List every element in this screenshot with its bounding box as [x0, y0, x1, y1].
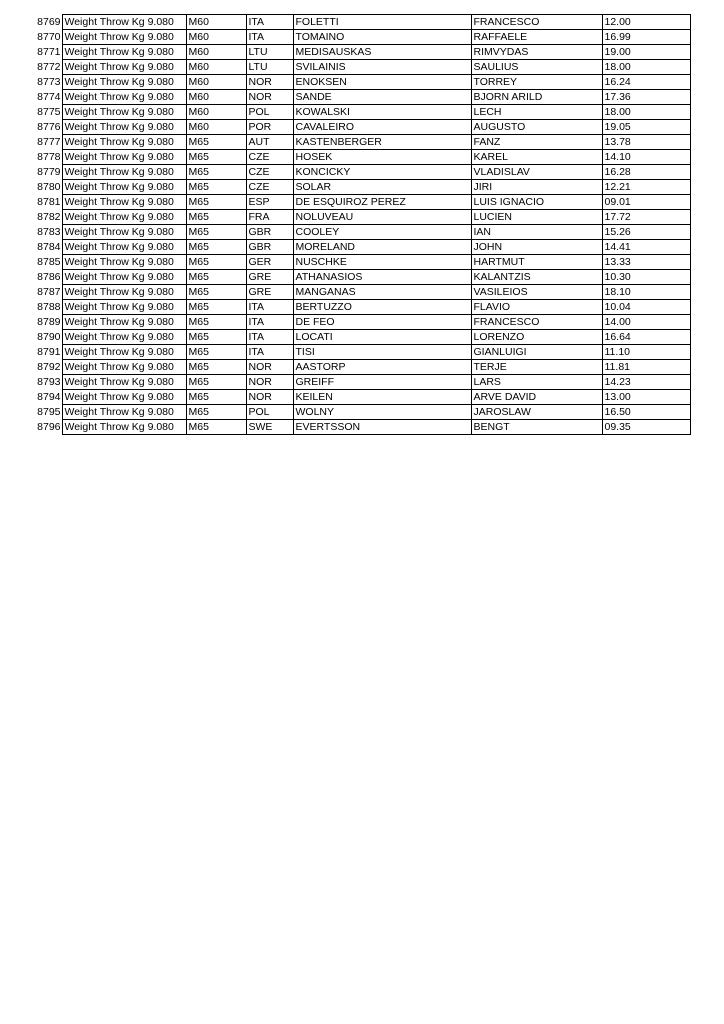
entry-number: 8776	[37, 121, 61, 133]
nation-cell: ITA	[246, 15, 293, 30]
surname-cell: MORELAND	[293, 240, 471, 255]
entry-number: 8792	[37, 361, 61, 373]
entry-number: 8793	[37, 376, 61, 388]
nation-cell: NOR	[246, 360, 293, 375]
results-sheet	[32, 14, 691, 435]
nation-cell: POL	[246, 405, 293, 420]
entry-number: 8778	[37, 151, 61, 163]
event-cell: Weight Throw Kg 9.080	[62, 210, 186, 225]
mark-cell: 17.72	[602, 210, 690, 225]
category-cell: M65	[186, 315, 246, 330]
table-row	[32, 240, 690, 255]
firstname-cell: LARS	[471, 375, 602, 390]
entry-number: 8774	[37, 91, 61, 103]
mark-cell: 18.10	[602, 285, 690, 300]
table-row	[32, 270, 690, 285]
firstname-cell: FRANCESCO	[471, 15, 602, 30]
mark-cell: 17.36	[602, 90, 690, 105]
table-row	[32, 300, 690, 315]
surname-cell: MEDISAUSKAS	[293, 45, 471, 60]
event-cell: Weight Throw Kg 9.080	[62, 375, 186, 390]
firstname-cell: LUCIEN	[471, 210, 602, 225]
category-cell: M65	[186, 375, 246, 390]
nation-cell: NOR	[246, 390, 293, 405]
firstname-cell: JIRI	[471, 180, 602, 195]
table-row	[32, 405, 690, 420]
table-row	[32, 210, 690, 225]
table-row	[32, 315, 690, 330]
category-cell: M65	[186, 285, 246, 300]
entry-number: 8783	[37, 226, 61, 238]
nation-cell: CZE	[246, 165, 293, 180]
event-cell: Weight Throw Kg 9.080	[62, 255, 186, 270]
mark-cell: 13.33	[602, 255, 690, 270]
firstname-cell: FANZ	[471, 135, 602, 150]
table-row	[32, 165, 690, 180]
nation-cell: FRA	[246, 210, 293, 225]
surname-cell: ATHANASIOS	[293, 270, 471, 285]
category-cell: M65	[186, 195, 246, 210]
mark-cell: 09.01	[602, 195, 690, 210]
mark-cell: 15.26	[602, 225, 690, 240]
firstname-cell: JAROSLAW	[471, 405, 602, 420]
table-row	[32, 360, 690, 375]
table-row	[32, 375, 690, 390]
nation-cell: SWE	[246, 420, 293, 435]
category-cell: M60	[186, 75, 246, 90]
nation-cell: ITA	[246, 345, 293, 360]
event-cell: Weight Throw Kg 9.080	[62, 390, 186, 405]
table-row	[32, 15, 690, 30]
mark-cell: 10.30	[602, 270, 690, 285]
entry-number: 8781	[37, 196, 61, 208]
mark-cell: 11.81	[602, 360, 690, 375]
table-row	[32, 75, 690, 90]
category-cell: M65	[186, 405, 246, 420]
surname-cell: SANDE	[293, 90, 471, 105]
entry-number: 8787	[37, 286, 61, 298]
nation-cell: GBR	[246, 225, 293, 240]
nation-cell: NOR	[246, 375, 293, 390]
surname-cell: SVILAINIS	[293, 60, 471, 75]
entry-number: 8777	[37, 136, 61, 148]
firstname-cell: VLADISLAV	[471, 165, 602, 180]
nation-cell: POL	[246, 105, 293, 120]
mark-cell: 16.64	[602, 330, 690, 345]
category-cell: M60	[186, 30, 246, 45]
event-cell: Weight Throw Kg 9.080	[62, 420, 186, 435]
entry-number: 8782	[37, 211, 61, 223]
firstname-cell: LUIS IGNACIO	[471, 195, 602, 210]
entry-number: 8769	[37, 16, 61, 28]
surname-cell: MANGANAS	[293, 285, 471, 300]
category-cell: M60	[186, 90, 246, 105]
nation-cell: ITA	[246, 315, 293, 330]
category-cell: M60	[186, 120, 246, 135]
firstname-cell: IAN	[471, 225, 602, 240]
surname-cell: KEILEN	[293, 390, 471, 405]
table-row	[32, 180, 690, 195]
surname-cell: TOMAINO	[293, 30, 471, 45]
entry-number: 8784	[37, 241, 61, 253]
category-cell: M60	[186, 15, 246, 30]
surname-cell: NOLUVEAU	[293, 210, 471, 225]
results-table	[32, 14, 691, 435]
event-cell: Weight Throw Kg 9.080	[62, 75, 186, 90]
mark-cell: 13.78	[602, 135, 690, 150]
firstname-cell: KAREL	[471, 150, 602, 165]
mark-cell: 09.35	[602, 420, 690, 435]
firstname-cell: BJORN ARILD	[471, 90, 602, 105]
event-cell: Weight Throw Kg 9.080	[62, 240, 186, 255]
surname-cell: BERTUZZO	[293, 300, 471, 315]
entry-number: 8785	[37, 256, 61, 268]
mark-cell: 12.00	[602, 15, 690, 30]
mark-cell: 18.00	[602, 105, 690, 120]
event-cell: Weight Throw Kg 9.080	[62, 135, 186, 150]
entry-number: 8790	[37, 331, 61, 343]
event-cell: Weight Throw Kg 9.080	[62, 30, 186, 45]
category-cell: M65	[186, 270, 246, 285]
table-row	[32, 45, 690, 60]
event-cell: Weight Throw Kg 9.080	[62, 165, 186, 180]
category-cell: M65	[186, 240, 246, 255]
table-row	[32, 150, 690, 165]
entry-number: 8794	[37, 391, 61, 403]
table-row	[32, 195, 690, 210]
surname-cell: WOLNY	[293, 405, 471, 420]
surname-cell: KASTENBERGER	[293, 135, 471, 150]
category-cell: M65	[186, 390, 246, 405]
table-row	[32, 135, 690, 150]
entry-number: 8795	[37, 406, 61, 418]
mark-cell: 10.04	[602, 300, 690, 315]
event-cell: Weight Throw Kg 9.080	[62, 15, 186, 30]
firstname-cell: FLAVIO	[471, 300, 602, 315]
entry-number: 8770	[37, 31, 61, 43]
surname-cell: LOCATI	[293, 330, 471, 345]
event-cell: Weight Throw Kg 9.080	[62, 180, 186, 195]
entry-number: 8796	[37, 421, 61, 433]
table-row	[32, 255, 690, 270]
category-cell: M65	[186, 165, 246, 180]
nation-cell: NOR	[246, 75, 293, 90]
mark-cell: 18.00	[602, 60, 690, 75]
category-cell: M65	[186, 135, 246, 150]
surname-cell: ENOKSEN	[293, 75, 471, 90]
table-row	[32, 420, 690, 435]
firstname-cell: HARTMUT	[471, 255, 602, 270]
mark-cell: 16.24	[602, 75, 690, 90]
table-row	[32, 390, 690, 405]
event-cell: Weight Throw Kg 9.080	[62, 195, 186, 210]
entry-number: 8791	[37, 346, 61, 358]
event-cell: Weight Throw Kg 9.080	[62, 315, 186, 330]
firstname-cell: SAULIUS	[471, 60, 602, 75]
entry-number: 8775	[37, 106, 61, 118]
event-cell: Weight Throw Kg 9.080	[62, 345, 186, 360]
firstname-cell: TERJE	[471, 360, 602, 375]
firstname-cell: ARVE DAVID	[471, 390, 602, 405]
firstname-cell: JOHN	[471, 240, 602, 255]
mark-cell: 16.50	[602, 405, 690, 420]
surname-cell: GREIFF	[293, 375, 471, 390]
entry-number: 8773	[37, 76, 61, 88]
category-cell: M65	[186, 225, 246, 240]
mark-cell: 16.28	[602, 165, 690, 180]
results-table-body	[32, 15, 690, 435]
table-row	[32, 225, 690, 240]
category-cell: M65	[186, 360, 246, 375]
event-cell: Weight Throw Kg 9.080	[62, 225, 186, 240]
mark-cell: 14.23	[602, 375, 690, 390]
nation-cell: GER	[246, 255, 293, 270]
category-cell: M60	[186, 45, 246, 60]
surname-cell: EVERTSSON	[293, 420, 471, 435]
firstname-cell: VASILEIOS	[471, 285, 602, 300]
event-cell: Weight Throw Kg 9.080	[62, 60, 186, 75]
nation-cell: ITA	[246, 330, 293, 345]
firstname-cell: FRANCESCO	[471, 315, 602, 330]
category-cell: M65	[186, 180, 246, 195]
event-cell: Weight Throw Kg 9.080	[62, 120, 186, 135]
mark-cell: 19.05	[602, 120, 690, 135]
event-cell: Weight Throw Kg 9.080	[62, 360, 186, 375]
mark-cell: 19.00	[602, 45, 690, 60]
nation-cell: ITA	[246, 30, 293, 45]
nation-cell: POR	[246, 120, 293, 135]
surname-cell: DE FEO	[293, 315, 471, 330]
firstname-cell: RAFFAELE	[471, 30, 602, 45]
event-cell: Weight Throw Kg 9.080	[62, 105, 186, 120]
surname-cell: HOSEK	[293, 150, 471, 165]
nation-cell: LTU	[246, 45, 293, 60]
table-row	[32, 330, 690, 345]
table-row	[32, 105, 690, 120]
firstname-cell: KALANTZIS	[471, 270, 602, 285]
mark-cell: 14.10	[602, 150, 690, 165]
event-cell: Weight Throw Kg 9.080	[62, 90, 186, 105]
event-cell: Weight Throw Kg 9.080	[62, 300, 186, 315]
table-row	[32, 60, 690, 75]
nation-cell: GRE	[246, 285, 293, 300]
entry-number: 8786	[37, 271, 61, 283]
event-cell: Weight Throw Kg 9.080	[62, 405, 186, 420]
entry-number: 8788	[37, 301, 61, 313]
table-row	[32, 285, 690, 300]
entry-number: 8772	[37, 61, 61, 73]
mark-cell: 16.99	[602, 30, 690, 45]
nation-cell: ESP	[246, 195, 293, 210]
table-row	[32, 345, 690, 360]
event-cell: Weight Throw Kg 9.080	[62, 150, 186, 165]
nation-cell: GRE	[246, 270, 293, 285]
surname-cell: CAVALEIRO	[293, 120, 471, 135]
surname-cell: KOWALSKI	[293, 105, 471, 120]
entry-number: 8780	[37, 181, 61, 193]
table-row	[32, 30, 690, 45]
mark-cell: 14.00	[602, 315, 690, 330]
nation-cell: CZE	[246, 150, 293, 165]
category-cell: M65	[186, 255, 246, 270]
mark-cell: 13.00	[602, 390, 690, 405]
firstname-cell: LECH	[471, 105, 602, 120]
nation-cell: AUT	[246, 135, 293, 150]
table-row	[32, 120, 690, 135]
surname-cell: DE ESQUIROZ PEREZ	[293, 195, 471, 210]
entry-number: 8779	[37, 166, 61, 178]
surname-cell: SOLAR	[293, 180, 471, 195]
mark-cell: 12.21	[602, 180, 690, 195]
nation-cell: ITA	[246, 300, 293, 315]
entry-number: 8789	[37, 316, 61, 328]
surname-cell: FOLETTI	[293, 15, 471, 30]
category-cell: M65	[186, 345, 246, 360]
firstname-cell: BENGT	[471, 420, 602, 435]
firstname-cell: GIANLUIGI	[471, 345, 602, 360]
surname-cell: TISI	[293, 345, 471, 360]
event-cell: Weight Throw Kg 9.080	[62, 45, 186, 60]
mark-cell: 11.10	[602, 345, 690, 360]
category-cell: M65	[186, 210, 246, 225]
table-row	[32, 90, 690, 105]
firstname-cell: AUGUSTO	[471, 120, 602, 135]
category-cell: M65	[186, 330, 246, 345]
nation-cell: CZE	[246, 180, 293, 195]
category-cell: M60	[186, 105, 246, 120]
firstname-cell: LORENZO	[471, 330, 602, 345]
entry-number: 8771	[37, 46, 61, 58]
surname-cell: KONCICKY	[293, 165, 471, 180]
mark-cell: 14.41	[602, 240, 690, 255]
event-cell: Weight Throw Kg 9.080	[62, 270, 186, 285]
category-cell: M65	[186, 420, 246, 435]
firstname-cell: RIMVYDAS	[471, 45, 602, 60]
surname-cell: COOLEY	[293, 225, 471, 240]
category-cell: M60	[186, 60, 246, 75]
category-cell: M65	[186, 300, 246, 315]
nation-cell: LTU	[246, 60, 293, 75]
firstname-cell: TORREY	[471, 75, 602, 90]
nation-cell: GBR	[246, 240, 293, 255]
surname-cell: NUSCHKE	[293, 255, 471, 270]
event-cell: Weight Throw Kg 9.080	[62, 330, 186, 345]
nation-cell: NOR	[246, 90, 293, 105]
category-cell: M65	[186, 150, 246, 165]
surname-cell: AASTORP	[293, 360, 471, 375]
event-cell: Weight Throw Kg 9.080	[62, 285, 186, 300]
